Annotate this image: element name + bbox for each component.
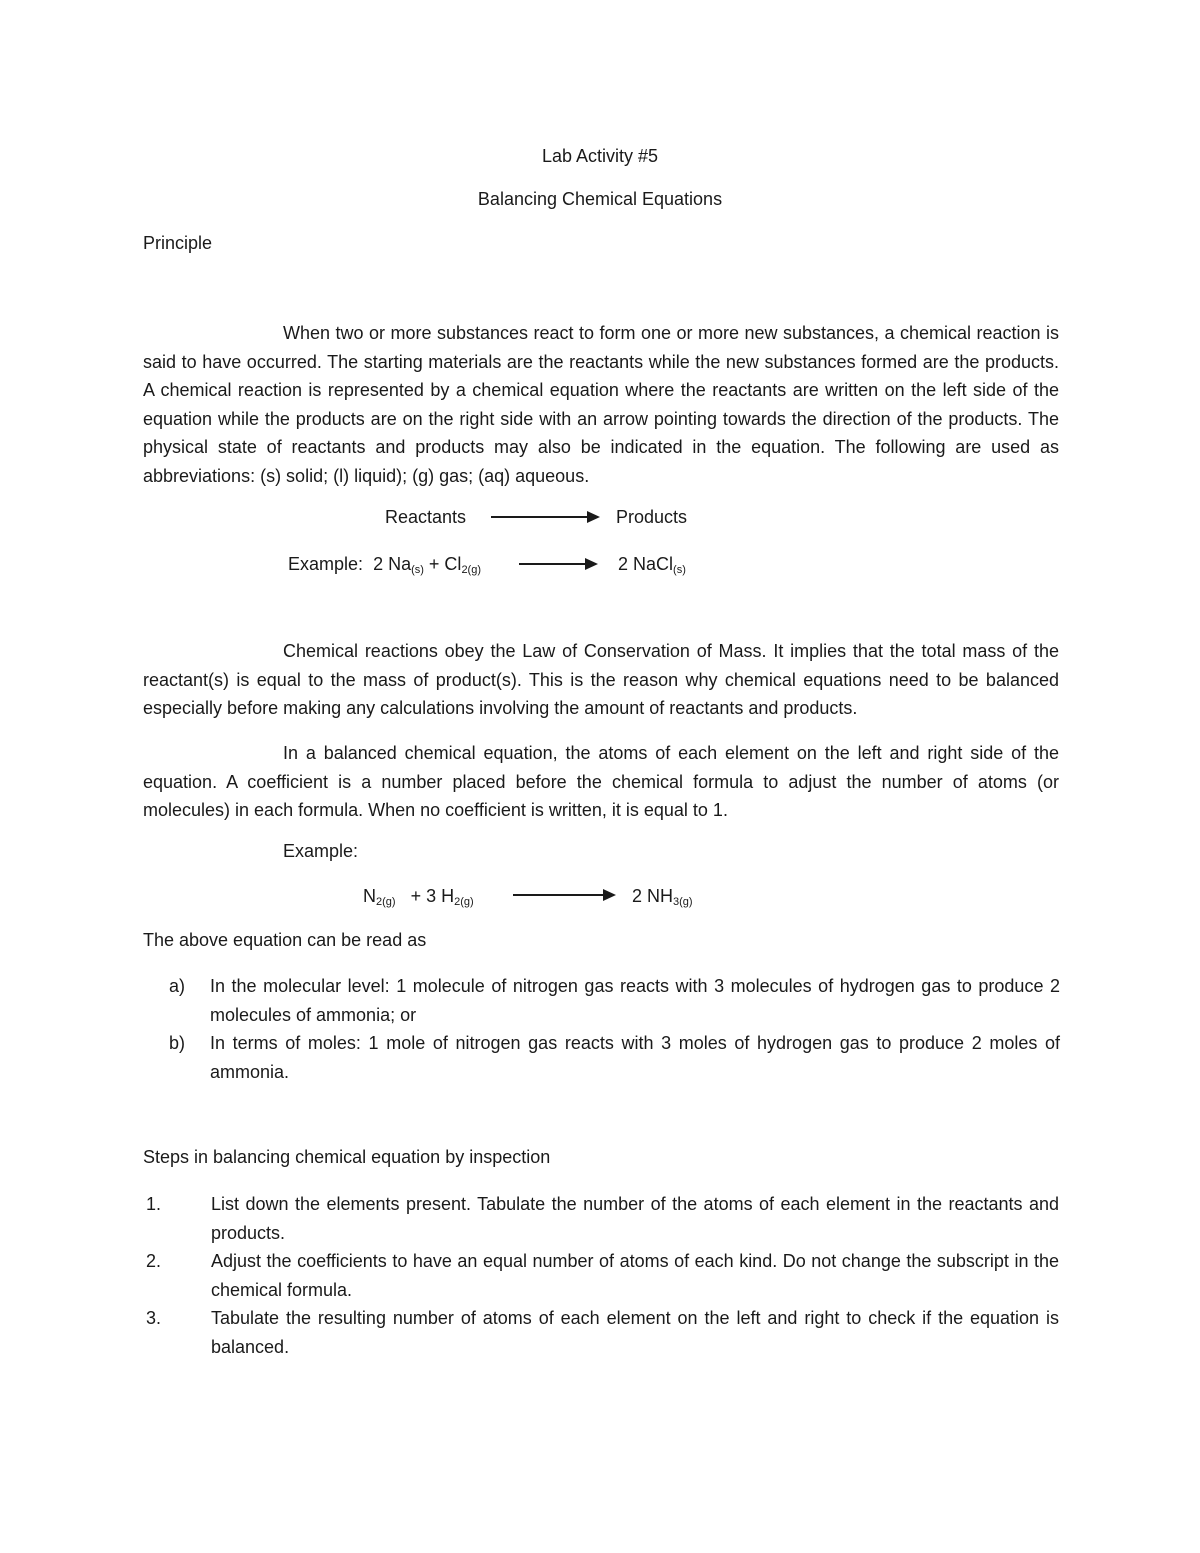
list-item-text: In terms of moles: 1 mole of nitrogen gas reacts with 3 moles of hydrogen gas to produce 2 moles of ammonia.	[210, 1033, 1060, 1082]
list-item-marker: 3.	[146, 1308, 162, 1328]
example-2-product-state: 3(g)	[673, 896, 693, 908]
example-1-equation-rhs	[618, 554, 686, 575]
example-2-nitrogen: N	[363, 886, 376, 906]
example-1-product-state: (s)	[673, 564, 686, 576]
principle-paragraph-2: Chemical reactions obey the Law of Conservation of Mass. It implies that the total mass of the reactant(s) is equal to the mass of product(s). This is the reason why chemical equations need to be balanced especially before making any calculations involving the amount of reactants and products.	[143, 641, 1059, 718]
list-item-text: In the molecular level: 1 molecule of nitrogen gas reacts with 3 molecules of hydrogen gas to produce 2 molecules of ammonia; or	[210, 976, 1060, 1025]
list-item-marker: 1.	[146, 1194, 162, 1214]
list-item	[168, 972, 1060, 1029]
example-1-sodium-state: (s)	[411, 564, 424, 576]
example-1-label: Example:	[288, 554, 364, 574]
example-2-product: 2 NH	[632, 886, 674, 906]
reaction-arrow-icon	[513, 887, 617, 903]
reaction-arrow-icon	[491, 509, 601, 525]
example-1-equation-lhs	[288, 554, 481, 575]
principle-paragraph-1: When two or more substances react to form one or more new substances, a chemical reaction is said to have occurred. The starting materials are the reactants while the new substances formed are the products. A chemical reaction is represented by a chemical equation where the reactants are written on the left side of the equation while the products are on the right side with an arrow pointing towards the direction of the products. The physical state of reactants and products may also be indicated in the equation. The following are used as abbreviations: (s) solid; (l) liquid); (g) gas; (aq) aqueous.	[143, 323, 1059, 486]
example-2-nitrogen-state: 2(g)	[376, 896, 396, 908]
example-1-product: 2 NaCl	[618, 554, 674, 574]
example-1-chlorine: + Cl	[423, 554, 462, 574]
example-1-chlorine-state: 2(g)	[461, 564, 481, 576]
document-subtitle: Balancing Chemical Equations	[477, 189, 723, 209]
list-item-text: List down the elements present. Tabulate the number of the atoms of each element in the reactants and products.	[211, 1194, 1059, 1243]
steps-heading: Steps in balancing chemical equation by inspection	[143, 1147, 551, 1167]
list-item-marker: a)	[168, 976, 185, 996]
list-item-text: Tabulate the resulting number of atoms of each element on the left and right to check if the equation is balanced.	[211, 1308, 1059, 1357]
scheme-reactants: Reactants	[385, 507, 467, 527]
example-2-hydrogen-state: 2(g)	[454, 896, 474, 908]
principle-heading: Principle	[143, 233, 213, 253]
example-2-label: Example:	[283, 841, 359, 861]
document-title: Lab Activity #5	[541, 146, 659, 166]
list-item	[146, 1190, 1059, 1247]
scheme-products: Products	[616, 507, 688, 527]
list-item	[168, 1029, 1060, 1086]
example-2-equation-lhs	[363, 886, 474, 907]
example-2-hydrogen: + 3 H	[410, 886, 455, 906]
list-item-marker: 2.	[146, 1251, 162, 1271]
list-item	[146, 1304, 1059, 1361]
list-item-text: Adjust the coefficients to have an equal number of atoms of each kind. Do not change the subscript in the chemical formula.	[211, 1251, 1059, 1300]
list-item	[146, 1247, 1059, 1304]
example-2-equation-rhs	[632, 886, 693, 907]
read-as-intro: The above equation can be read as	[143, 930, 427, 950]
principle-paragraph-3: In a balanced chemical equation, the atoms of each element on the left and right side of the equation. A coefficient is a number placed before the chemical formula to adjust the number of atoms (or molecules) in each formula. When no coefficient is written, it is equal to 1.	[143, 743, 1059, 820]
reaction-arrow-icon	[519, 556, 599, 572]
example-1-sodium: 2 Na	[373, 554, 412, 574]
list-item-marker: b)	[168, 1033, 185, 1053]
